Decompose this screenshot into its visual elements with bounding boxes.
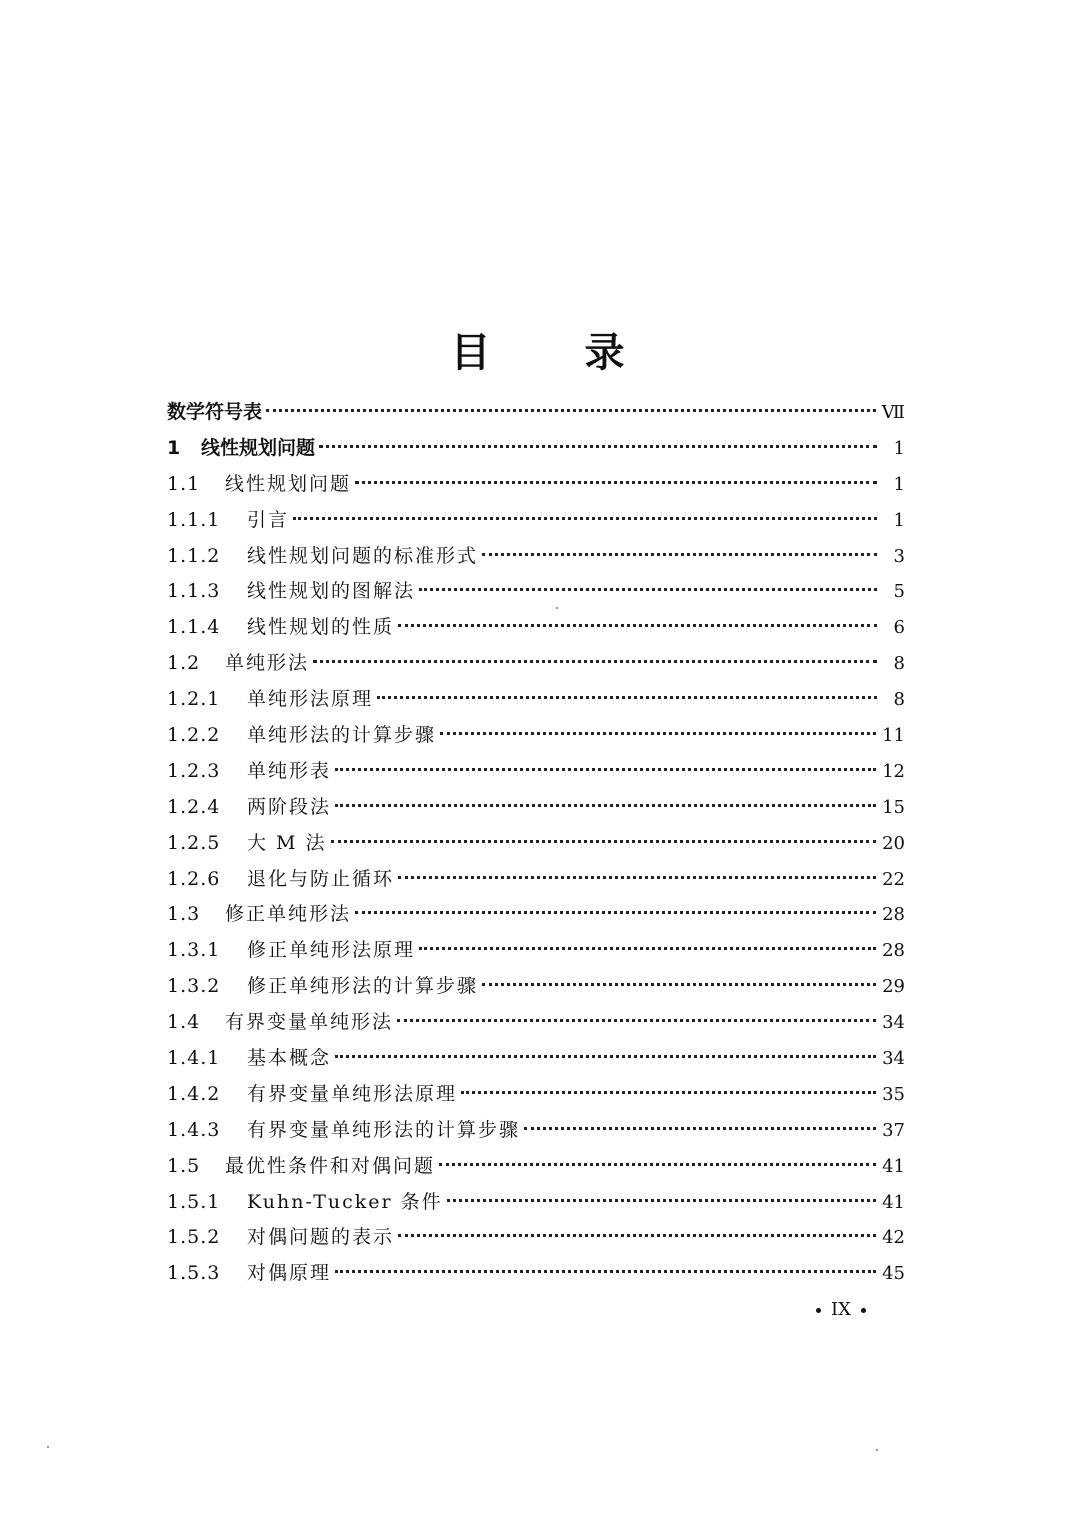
- dot-leader: [482, 983, 876, 986]
- dot-leader: [398, 876, 876, 879]
- toc-entry[interactable]: [167, 395, 905, 431]
- toc-entry-number: 1.2: [167, 652, 201, 675]
- toc-entry-number: 1.5.3: [167, 1262, 221, 1285]
- toc-entry[interactable]: [167, 1256, 905, 1292]
- toc-entry-page: 3: [893, 545, 905, 567]
- toc-entry-title: 线性规划问题: [201, 436, 316, 459]
- toc-entry-title: 大 M 法: [247, 831, 327, 854]
- bullet-icon: [816, 1308, 821, 1313]
- toc-entry-number: 1.3: [167, 903, 201, 926]
- scan-speck: [47, 1446, 49, 1448]
- toc-entry[interactable]: [167, 431, 905, 467]
- toc-entry-title: 修正单纯形法原理: [247, 939, 416, 962]
- dot-leader: [293, 517, 877, 520]
- toc-entry-title: 退化与防止循环: [247, 867, 395, 890]
- toc-entry-number: 1.2.6: [167, 867, 221, 890]
- toc-entry[interactable]: [167, 754, 905, 790]
- dot-leader: [355, 481, 877, 484]
- toc-entry[interactable]: [167, 969, 905, 1005]
- toc-entry-title: 单纯形表: [247, 759, 332, 782]
- toc-entry-title: 对偶问题的表示: [247, 1226, 395, 1249]
- toc-entry[interactable]: [167, 1185, 905, 1221]
- dot-leader: [447, 1199, 876, 1202]
- dot-leader: [313, 660, 877, 663]
- toc-entry-number: 1.3.1: [167, 939, 221, 962]
- toc-entry[interactable]: [167, 933, 905, 969]
- toc-entry-page: 41: [882, 1191, 905, 1213]
- toc-entry-title: 有界变量单纯形法: [225, 1011, 394, 1034]
- dot-leader: [398, 624, 877, 627]
- bullet-icon: [861, 1308, 866, 1313]
- page-title-char-1: 目: [450, 329, 491, 376]
- toc-entry-page: 6: [893, 617, 905, 639]
- toc-entry[interactable]: [167, 682, 905, 718]
- toc-entry-number: 1.2.4: [167, 795, 221, 818]
- dot-leader: [266, 409, 876, 412]
- toc-entry-number: 1: [167, 436, 181, 459]
- toc-entry-page: 28: [882, 904, 905, 926]
- toc-entry[interactable]: [167, 718, 905, 754]
- toc-entry-number: 1.1.3: [167, 580, 221, 603]
- toc-entry-page: Ⅶ: [881, 402, 905, 423]
- scan-speck: [876, 1449, 878, 1451]
- toc-entry-title: 引言: [247, 508, 290, 531]
- toc-entry[interactable]: [167, 503, 905, 539]
- toc-entry-title: 单纯形法的计算步骤: [247, 724, 437, 747]
- toc-entry-page: 12: [882, 760, 905, 782]
- toc-entry[interactable]: [167, 1041, 905, 1077]
- toc-entry-number: 1.1: [167, 472, 201, 495]
- toc-entry-page: 1: [893, 473, 905, 495]
- toc-entry-page: 34: [882, 1048, 905, 1070]
- toc-entry-page: 20: [882, 832, 905, 854]
- toc-entry[interactable]: [167, 574, 905, 610]
- toc-entry-number: 1.3.2: [167, 975, 221, 998]
- toc-entry-number: 1.2.3: [167, 759, 221, 782]
- toc-entry[interactable]: [167, 1113, 905, 1149]
- dot-leader: [355, 911, 876, 914]
- page-title: [0, 325, 1075, 381]
- page-number-footer: [806, 1298, 876, 1322]
- toc-entry-page: 42: [882, 1227, 905, 1249]
- toc-entry-title: 单纯形法: [225, 652, 310, 675]
- toc-entry[interactable]: [167, 539, 905, 575]
- toc-entry-title: 对偶原理: [247, 1262, 332, 1285]
- page-number: IX: [831, 1299, 851, 1320]
- toc-entry-number: 1.5: [167, 1154, 201, 1177]
- toc-entry-title: Kuhn-Tucker 条件: [247, 1190, 443, 1213]
- toc-entry[interactable]: [167, 790, 905, 826]
- toc-entry-page: 37: [882, 1119, 905, 1141]
- toc-entry-page: 11: [882, 725, 905, 747]
- dot-leader: [335, 804, 876, 807]
- toc-entry-title: 两阶段法: [247, 795, 332, 818]
- scan-speck: [556, 607, 558, 609]
- toc-entry-title: 修正单纯形法: [225, 903, 352, 926]
- dot-leader: [319, 445, 877, 448]
- dot-leader: [398, 1234, 876, 1237]
- dot-leader: [419, 588, 877, 591]
- toc-entry-page: 45: [882, 1263, 905, 1285]
- toc-entry-page: 15: [882, 796, 905, 818]
- toc-entry[interactable]: [167, 1220, 905, 1256]
- toc-entry-title: 修正单纯形法的计算步骤: [247, 975, 479, 998]
- toc-entry[interactable]: [167, 862, 905, 898]
- toc-entry-page: 29: [882, 976, 905, 998]
- dot-leader: [335, 1270, 876, 1273]
- dot-leader: [440, 732, 876, 735]
- dot-leader: [482, 553, 877, 556]
- toc-entry-title: 数学符号表: [167, 401, 263, 423]
- toc-entry-page: 34: [882, 1012, 905, 1034]
- toc-entry-number: 1.5.1: [167, 1190, 221, 1213]
- dot-leader: [524, 1127, 876, 1130]
- toc-entry-page: 1: [893, 509, 905, 531]
- toc-entry-number: 1.4: [167, 1011, 201, 1034]
- toc-entry-title: 最优性条件和对偶问题: [225, 1154, 436, 1177]
- dot-leader: [331, 840, 877, 843]
- toc-entry-title: 基本概念: [247, 1047, 332, 1070]
- dot-leader: [335, 1055, 876, 1058]
- toc-entry-page: 8: [893, 653, 905, 675]
- toc-entry-number: 1.1.2: [167, 544, 221, 567]
- toc-entry-number: 1.4.1: [167, 1047, 221, 1070]
- dot-leader: [439, 1163, 876, 1166]
- toc-entry-page: 8: [893, 689, 905, 711]
- toc-entry[interactable]: [167, 646, 905, 682]
- toc-entry-number: 1.5.2: [167, 1226, 221, 1249]
- dot-leader: [461, 1091, 876, 1094]
- toc-entry-title: 线性规划问题的标准形式: [247, 544, 479, 567]
- page-title-char-2: 录: [584, 329, 625, 376]
- toc-entry-title: 线性规划问题: [225, 472, 352, 495]
- toc-entry[interactable]: [167, 897, 905, 933]
- toc-entry-number: 1.1.1: [167, 508, 221, 531]
- toc-entry[interactable]: [167, 610, 905, 646]
- toc-entry-number: 1.4.3: [167, 1118, 221, 1141]
- toc-entry-page: 22: [882, 868, 905, 890]
- dot-leader: [377, 696, 877, 699]
- toc-entry-title: 有界变量单纯形法的计算步骤: [247, 1118, 521, 1141]
- toc-entry[interactable]: [167, 1005, 905, 1041]
- toc-entry-title: 有界变量单纯形法原理: [247, 1082, 458, 1105]
- dot-leader: [419, 947, 876, 950]
- table-of-contents: [167, 395, 905, 1292]
- toc-entry[interactable]: [167, 467, 905, 503]
- toc-entry-page: 1: [893, 437, 905, 459]
- toc-entry-title: 单纯形法原理: [247, 688, 374, 711]
- toc-entry-number: 1.1.4: [167, 616, 221, 639]
- toc-entry-page: 28: [882, 940, 905, 962]
- toc-entry-page: 41: [882, 1155, 905, 1177]
- toc-entry-number: 1.2.1: [167, 688, 221, 711]
- dot-leader: [397, 1019, 876, 1022]
- toc-entry-page: 35: [882, 1083, 905, 1105]
- toc-entry-page: 5: [893, 581, 905, 603]
- dot-leader: [335, 768, 876, 771]
- toc-entry[interactable]: [167, 1149, 905, 1185]
- toc-entry-number: 1.4.2: [167, 1082, 221, 1105]
- toc-entry-title: 线性规划的性质: [247, 616, 395, 639]
- toc-entry-title: 线性规划的图解法: [247, 580, 416, 603]
- toc-entry[interactable]: [167, 1077, 905, 1113]
- toc-entry-number: 1.2.5: [167, 831, 221, 854]
- toc-entry[interactable]: [167, 826, 905, 862]
- toc-entry-number: 1.2.2: [167, 724, 221, 747]
